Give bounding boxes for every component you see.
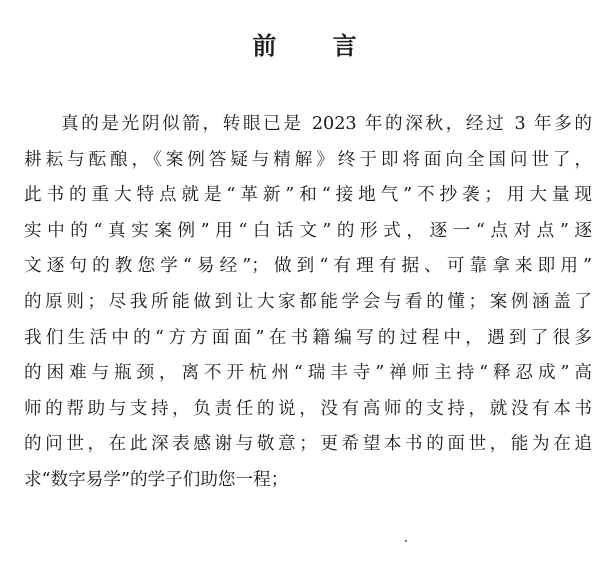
page-title: 前 言 (252, 31, 381, 60)
preface-line: 的问世，在此深表感谢与敬意；更希望本书的面世，能为在追 (24, 434, 592, 455)
stray-mark (405, 540, 407, 542)
preface-line: 耕耘与酝酿，《案例答疑与精解》终于即将面向全国问世了， (24, 149, 592, 170)
preface-line: 的困难与瓶颈，离不开杭州“瑞丰寺”禅师主持“释忍成”高 (24, 363, 592, 384)
preface-line: 求“数字易学”的学子们助您一程； (24, 469, 289, 490)
preface-body (24, 107, 592, 499)
preface-line: 师的帮助与支持，负责任的说，没有高师的支持，就没有本书 (24, 398, 592, 419)
preface-line: 文逐句的教您学“易经”；做到“有理有据、可靠拿来即用” (24, 256, 592, 277)
preface-line: 实中的“真实案例”用“白话文”的形式，逐一“点对点”逐 (24, 220, 592, 241)
preface-line: 我们生活中的“方方面面”在书籍编写的过程中，遇到了很多 (24, 327, 592, 348)
preface-line: 此书的重大特点就是“革新”和“接地气”不抄袭；用大量现 (24, 185, 592, 206)
preface-line: 的原则；尽我所能做到让大家都能学会与看的懂；案例涵盖了 (24, 291, 592, 312)
preface-line: 真的是光阴似箭，转眼已是 2023 年的深秋，经过 3 年多的 (61, 114, 592, 134)
